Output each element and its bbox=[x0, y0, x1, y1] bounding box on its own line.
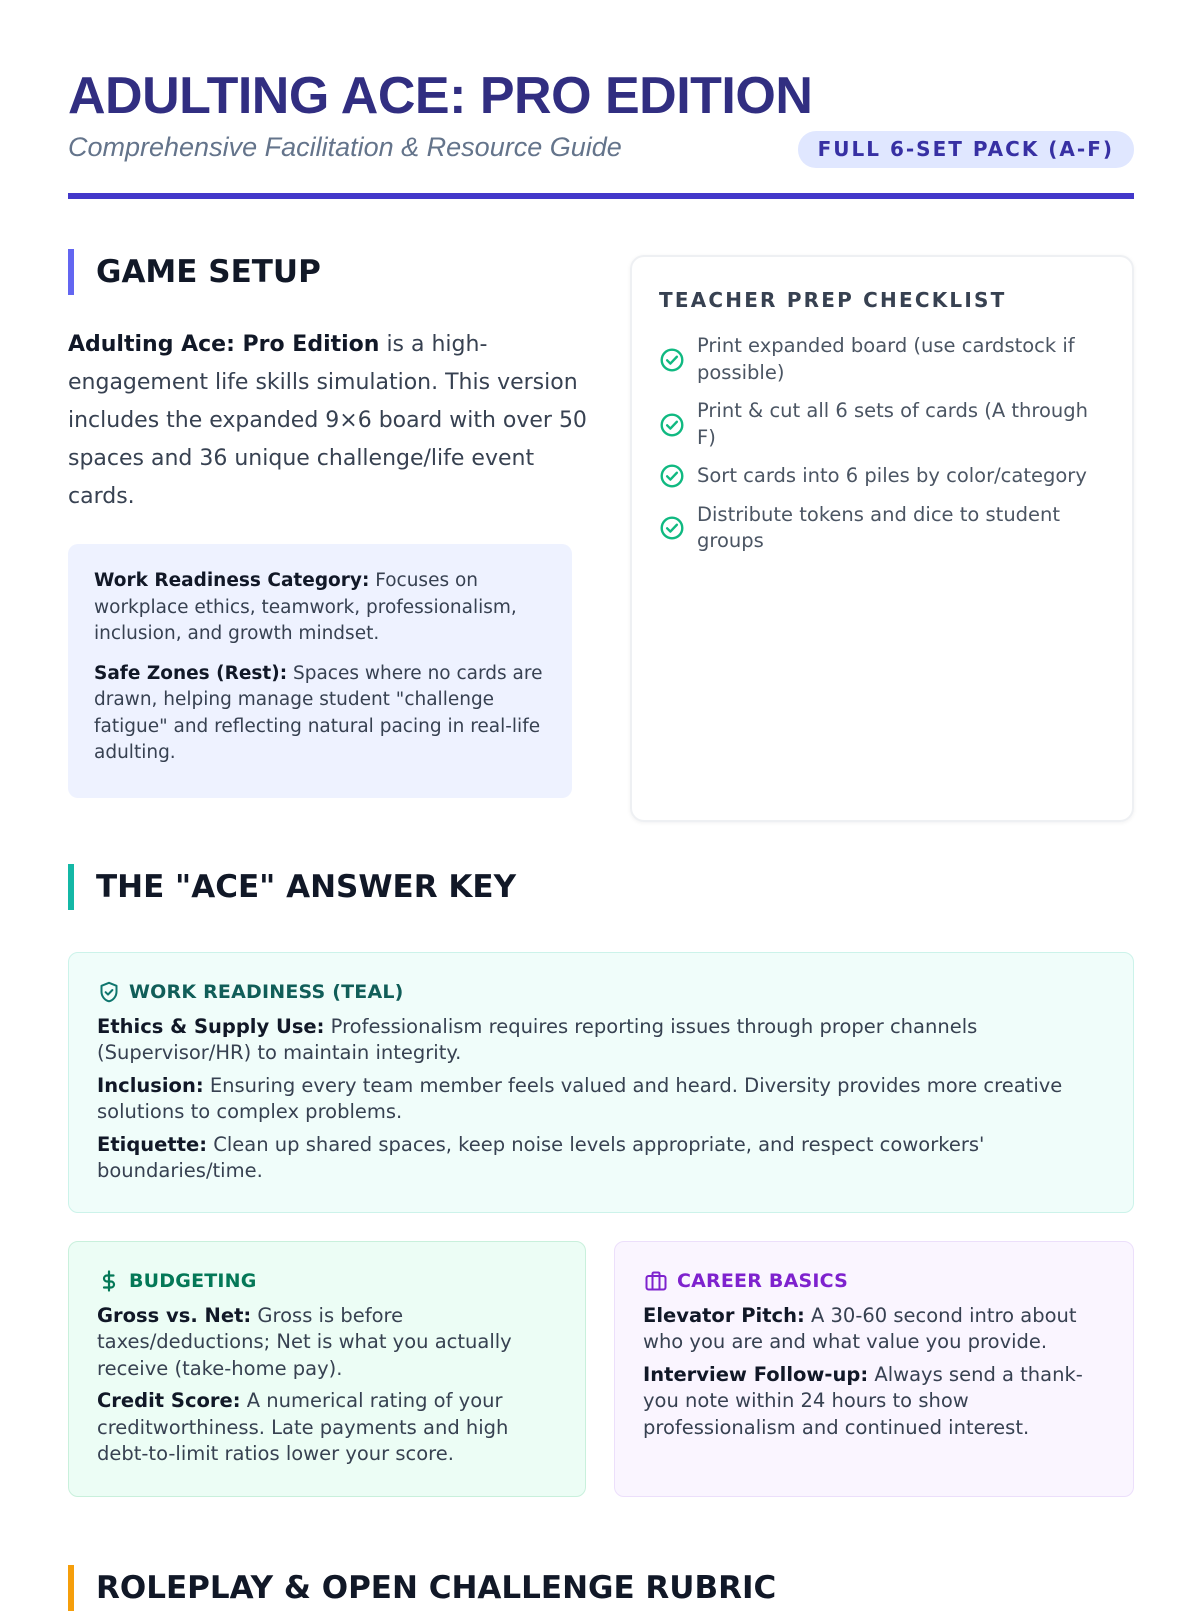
setup-intro-bold: Adulting Ace: Pro Edition bbox=[68, 332, 380, 357]
answer-item-label: Interview Follow-up: bbox=[643, 1362, 869, 1386]
answer-item-text: A 30-60 second intro about who you are and what value you provide. bbox=[643, 1303, 1077, 1353]
answer-item-text: Professionalism requires reporting issues through proper channels (Supervisor/HR) to maintain integrity. bbox=[97, 1014, 978, 1064]
page-subtitle: Comprehensive Facilitation & Resource Guide bbox=[68, 132, 622, 162]
check-circle-icon bbox=[659, 463, 685, 489]
answer-item-label: Ethics & Supply Use: bbox=[97, 1014, 325, 1038]
answer-item-text: Ensuring every team member feels valued and heard. Diversity provides more creative solutions to complex problems. bbox=[97, 1073, 1063, 1123]
section-heading-rubric: ROLEPLAY & OPEN CHALLENGE RUBRIC bbox=[68, 1565, 776, 1611]
answer-item-label: Credit Score: bbox=[97, 1389, 241, 1412]
checklist-item-label: Sort cards into 6 piles by color/category bbox=[697, 464, 1087, 487]
check-circle-icon bbox=[659, 515, 685, 541]
checklist-item bbox=[659, 463, 1105, 490]
checklist-title: TEACHER PREP CHECKLIST bbox=[659, 288, 1007, 312]
answer-item bbox=[97, 1014, 1105, 1067]
card-title: BUDGETING bbox=[129, 1270, 257, 1292]
setup-note bbox=[94, 568, 546, 648]
setup-note-text: Focuses on workplace ethics, teamwork, professionalism, inclusion, and growth mindset. bbox=[94, 570, 517, 644]
setup-note-text: Spaces where no cards are drawn, helping manage student "challenge fatigue" and reflecting natural pacing in real-life adulting. bbox=[94, 662, 543, 763]
card-header bbox=[97, 979, 1105, 1006]
teacher-prep-checklist bbox=[630, 255, 1134, 822]
card-header bbox=[643, 1268, 1105, 1295]
work-readiness-card bbox=[68, 952, 1134, 1213]
checklist-item bbox=[659, 502, 1105, 555]
answer-item bbox=[643, 1362, 1105, 1442]
setup-intro bbox=[68, 326, 588, 516]
setup-info-box bbox=[68, 544, 572, 798]
answer-item bbox=[97, 1132, 1105, 1185]
setup-note bbox=[94, 661, 546, 767]
checklist-item-label: Distribute tokens and dice to student groups bbox=[697, 502, 1061, 552]
setup-intro-text: is a high-engagement life skills simulation. This version includes the expanded 9×6 board with over 50 spaces and 36 unique challenge/life event cards. bbox=[68, 332, 587, 509]
check-circle-icon bbox=[659, 412, 685, 438]
answer-item bbox=[643, 1303, 1105, 1356]
answer-item bbox=[97, 1388, 557, 1468]
answer-item-label: Elevator Pitch: bbox=[643, 1303, 805, 1327]
shield-check-icon bbox=[97, 980, 121, 1004]
card-header bbox=[97, 1268, 557, 1295]
answer-item bbox=[97, 1303, 557, 1383]
checklist-item bbox=[659, 398, 1105, 451]
section-heading-game-setup: GAME SETUP bbox=[68, 249, 321, 295]
check-circle-icon bbox=[659, 347, 685, 373]
checklist-item-label: Print expanded board (use cardstock if possible) bbox=[697, 334, 1075, 384]
header-divider bbox=[68, 193, 1134, 199]
answer-item-label: Etiquette: bbox=[97, 1132, 208, 1156]
setup-note-label: Work Readiness Category: bbox=[94, 570, 370, 591]
pack-badge: FULL 6-SET PACK (A-F) bbox=[798, 131, 1134, 168]
briefcase-icon bbox=[643, 1269, 669, 1293]
answer-item-text: Gross is before taxes/deductions; Net is what you actually receive (take-home pay). bbox=[97, 1303, 512, 1380]
answer-item-label: Gross vs. Net: bbox=[97, 1303, 252, 1327]
dollar-icon bbox=[97, 1269, 121, 1293]
checklist-item bbox=[659, 333, 1105, 386]
section-heading-answer-key: THE "ACE" ANSWER KEY bbox=[68, 864, 516, 910]
answer-item-text: Clean up shared spaces, keep noise levels appropriate, and respect coworkers' boundaries/time. bbox=[97, 1132, 985, 1182]
answer-item-text: Always send a thank-you note within 24 hours to show professionalism and continued interest. bbox=[643, 1362, 1083, 1439]
setup-note-label: Safe Zones (Rest): bbox=[94, 662, 288, 684]
checklist-item-label: Print & cut all 6 sets of cards (A through F) bbox=[697, 399, 1088, 449]
answer-item-text: A numerical rating of your creditworthiness. Late payments and high debt-to-limit ratios lower your score. bbox=[97, 1389, 509, 1465]
card-title: CAREER BASICS bbox=[677, 1270, 849, 1292]
budgeting-card bbox=[68, 1241, 586, 1497]
page-title: ADULTING ACE: PRO EDITION bbox=[68, 67, 813, 125]
career-basics-card bbox=[614, 1241, 1134, 1497]
answer-item bbox=[97, 1073, 1105, 1126]
card-title: WORK READINESS (TEAL) bbox=[129, 981, 404, 1003]
answer-item-label: Inclusion: bbox=[97, 1073, 204, 1097]
